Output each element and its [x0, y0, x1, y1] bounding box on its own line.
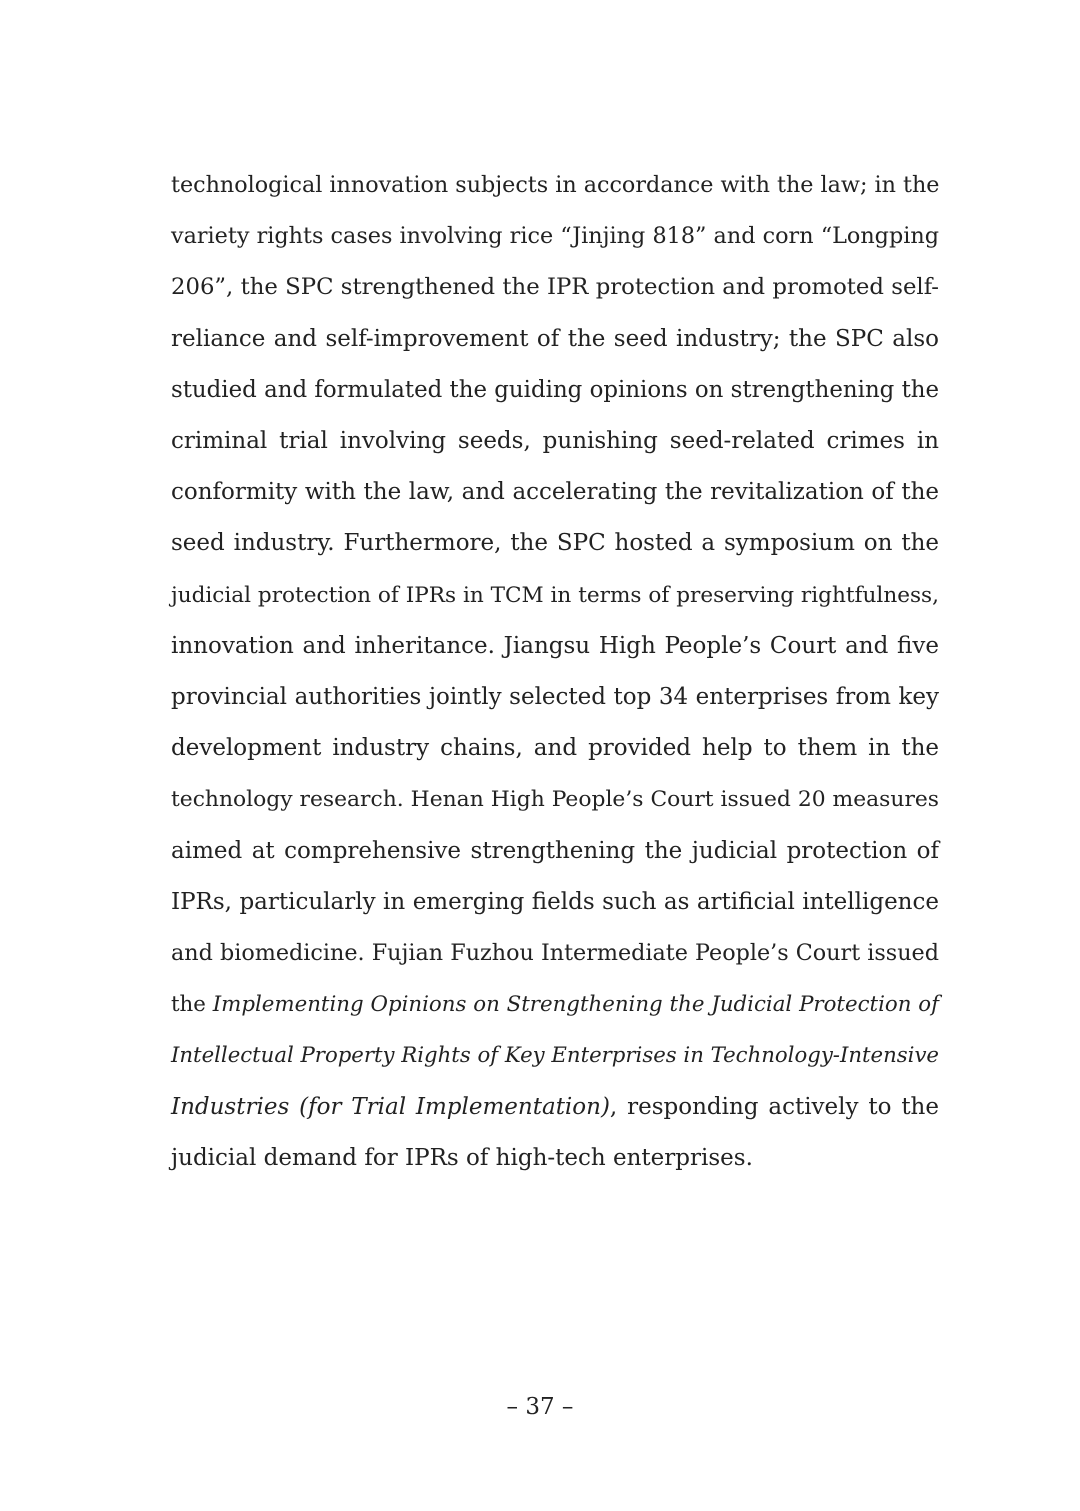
document-title-italic: Intellectual Property Rights of Key Enterprises in Technology-Intensive: [171, 1043, 939, 1069]
text-line: conformity with the law, and accelerating the revitalization of the: [171, 479, 939, 506]
text-line: seed industry. Furthermore, the SPC hosted a symposium on the: [171, 530, 939, 557]
text-line: variety rights cases involving rice “Jinjing 818” and corn “Longping: [171, 223, 939, 250]
text-segment: , responding actively to the: [609, 1093, 939, 1120]
text-line-with-title: [171, 1030, 939, 1081]
text-line: development industry chains, and provided help to them in the: [171, 735, 939, 762]
text-line: 206”, the SPC strengthened the IPR protection and promoted self-: [171, 274, 939, 301]
text-line: and biomedicine. Fujian Fuzhou Intermediate People’s Court issued: [171, 940, 939, 967]
text-line-with-title: [171, 1082, 939, 1133]
text-line: technology research. Henan High People’s Court issued 20 measures: [171, 787, 939, 813]
page-number: – 37 –: [506, 1394, 574, 1420]
text-line: IPRs, particularly in emerging fields such as artificial intelligence: [171, 888, 939, 915]
text-line: studied and formulated the guiding opinions on strengthening the: [171, 376, 940, 403]
text-line: criminal trial involving seeds, punishing seed-related crimes in: [171, 428, 939, 455]
document-title-italic: Implementing Opinions on Strengthening the Judicial Protection of: [212, 992, 939, 1018]
text-line-with-title: [171, 979, 939, 1030]
body-paragraph: [171, 160, 939, 1184]
text-segment: the: [171, 992, 213, 1018]
text-line: technological innovation subjects in accordance with the law; in the: [171, 172, 940, 198]
text-line: judicial protection of IPRs in TCM in terms of preserving rightfulness,: [171, 582, 939, 608]
text-line: provincial authorities jointly selected top 34 enterprises from key: [171, 684, 939, 711]
text-line: innovation and inheritance. Jiangsu High People’s Court and five: [171, 632, 939, 659]
text-line: reliance and self-improvement of the seed industry; the SPC also: [171, 325, 939, 352]
text-line: judicial demand for IPRs of high-tech enterprises.: [171, 1144, 753, 1171]
document-title-italic: Industries (for Trial Implementation): [171, 1093, 610, 1120]
text-line: aimed at comprehensive strengthening the judicial protection of: [171, 837, 939, 864]
